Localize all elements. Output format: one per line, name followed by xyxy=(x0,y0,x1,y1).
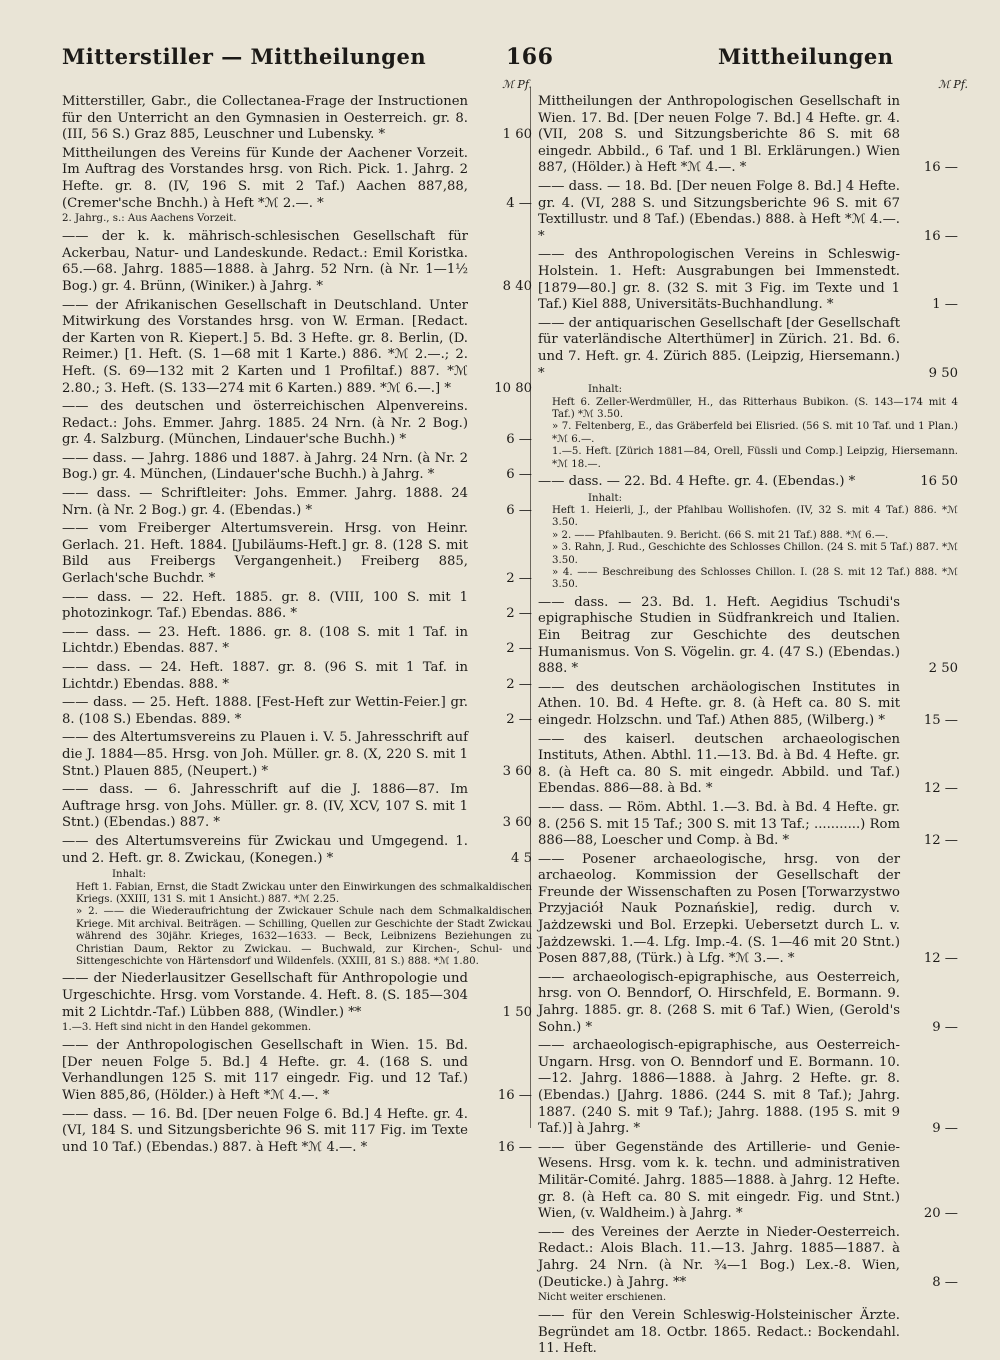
contents-line: Heft 1. Heierli, J., der Pfahlbau Wollishofen. (IV, 32 S. mit 4 Taf.) 886. *ℳ 3.50. xyxy=(552,504,958,529)
entry-text: —— des kaiserl. deutschen archaeologischen Instituts, Athen. Abthl. 11.—13. Bd. à Bd. 4 Hefte. gr. 8. (à Heft ca. 80 S. mit eingedr. Abbild. und Taf.) Ebendas. 886—88. à Bd. * xyxy=(538,731,900,797)
entry-price: 2 — xyxy=(506,641,532,657)
entry-text: —— dass. — Jahrg. 1886 und 1887. à Jahrg. 24 Nrn. (à Nr. 2 Bog.) gr. 4. München, (Lindauer'sche Buchh.) à Jahrg. * xyxy=(62,450,468,483)
entry-price: 6 — xyxy=(506,467,532,483)
entry-text: —— der Niederlausitzer Gesellschaft für Anthropologie und Urgeschichte. Hrsg. vom Vorstande. 4. Heft. 8. (S. 185—304 mit 2 Lichtdr.-Taf.) Lübben 888, (Windler.) ** xyxy=(62,971,468,1020)
entry-text: —— dass. — 23. Heft. 1886. gr. 8. (108 S. mit 1 Taf. in Lichtdr.) Ebendas. 887. * xyxy=(62,624,468,657)
catalog-entry xyxy=(62,730,532,780)
entry-text: —— über Gegenstände des Artillerie- und Genie-Wesens. Hrsg. vom k. k. techn. und administrativen Militär-Comité. Jahrg. 1885—1888. à Jahrg. 12 Hefte. gr. 8. (à Heft ca. 80 S. mit eingedr. Fig. und Stnt.) Wien, (v. Waldheim.) à Jahrg. * xyxy=(538,1139,900,1222)
entry-price: 16 50 xyxy=(920,473,958,489)
catalog-entry xyxy=(538,732,958,798)
entry-text: 2. Jahrg., s.: Aus Aachens Vorzeit. xyxy=(62,213,237,225)
right-column xyxy=(538,78,968,1360)
entry-price: 12 — xyxy=(923,781,958,797)
catalog-entry xyxy=(62,486,532,519)
catalog-entry xyxy=(62,521,532,587)
entry-price: 9 50 xyxy=(928,365,958,381)
contents-line: 1.—5. Heft. [Zürich 1881—84, Orell, Füssli und Comp.] Leipzig, Hiersemann. *ℳ 18.—. xyxy=(552,446,958,470)
entry-text: —— des Altertumsvereins zu Plauen i. V. 5. Jahresschrift auf die J. 1884—85. Hrsg. von Joh. Müller. gr. 8. (X, 220 S. mit 1 Stnt.) Plauen 885, (Neupert.) * xyxy=(62,730,468,779)
catalog-entry xyxy=(62,1038,532,1104)
catalog-entry xyxy=(62,1023,532,1036)
contents-line: » 2. —— die Wiederaufrichtung der Zwickauer Schule nach dem Schmalkaldischen Kriege. Mit archival. Beiträgen. — Schilling, Quellen zur Geschichte der Stadt Zwickau während des 30jähr. Krieges, 1632—1633. — Beck, Leibnizens Beziehungen zu Christian Daum, Rektor zu Zwickau. — Buchwald, zur Kirchen-, Schul- und Sittengeschichte von Härtensdorf und Wildenfels. (XXIII, 81 S.) 888. *ℳ 1.80. xyxy=(76,906,532,967)
contents-line: » 3. Rahn, J. Rud., Geschichte des Schlosses Chillon. (24 S. mit 5 Taf.) 887. *ℳ 3.50. xyxy=(552,542,958,566)
entry-price: 16 — xyxy=(497,1087,532,1103)
entry-text: —— dass. — 16. Bd. [Der neuen Folge 6. Bd.] 4 Hefte. gr. 4. (VI, 184 S. und Sitzungsberichte 96 S. mit 117 Fig. im Texte und 10 Taf.) (Ebendas.) 887. à Heft *ℳ 4.—. * xyxy=(62,1106,468,1155)
catalog-entry xyxy=(538,800,958,850)
contents-line: » 2. —— Pfahlbauten. 9. Bericht. (66 S. mit 21 Taf.) 888. *ℳ 6.—. xyxy=(552,529,889,541)
left-column xyxy=(62,78,532,1158)
page-number: 166 xyxy=(506,44,554,70)
contents-line: Inhalt: xyxy=(588,492,623,504)
catalog-entry xyxy=(62,94,532,144)
entry-price: 9 — xyxy=(932,1019,958,1035)
catalog-entry xyxy=(538,474,958,491)
contents-line: Heft 1. Fabian, Ernst, die Stadt Zwickau unter den Einwirkungen des schmalkaldischen Kriegs. (XXIII, 131 S. mit 1 Ansicht.) 887. *ℳ 2.25. xyxy=(76,881,532,905)
entry-text: —— der antiquarischen Gesellschaft [der Gesellschaft für vaterländische Alterthümer] in Zürich. 21. Bd. 6. und 7. Heft. gr. 4. Zürich 885. (Leipzig, Hiersemann.) * xyxy=(538,315,900,381)
contents-line: » 4. —— Beschreibung des Schlosses Chillon. I. (28 S. mit 12 Taf.) 888. *ℳ 3.50. xyxy=(552,566,958,591)
entry-price: 3 60 xyxy=(502,815,532,831)
catalog-entry xyxy=(538,94,958,177)
entry-text: —— des deutschen und österreichischen Alpenvereins. Redact.: Johs. Emmer. Jahrg. 1885. 24 Nrn. (à Nr. 2 Bog.) gr. 4. Salzburg. (München, Lindauer'sche Buchh.) * xyxy=(62,399,468,448)
entry-price: 12 — xyxy=(923,833,958,849)
catalog-entry xyxy=(62,146,532,212)
contents-line: Heft 6. Zeller-Werdmüller, H., das Ritterhaus Bubikon. (S. 143—174 mit 4 Taf.) *ℳ 3.50. xyxy=(552,396,958,420)
entry-price: 4 5 xyxy=(511,850,532,866)
contents-note xyxy=(76,869,532,968)
entry-price: 20 — xyxy=(923,1206,958,1222)
catalog-entry xyxy=(538,970,958,1036)
catalog-entry xyxy=(538,1038,958,1138)
contents-line: » 7. Feltenberg, E., das Gräberfeld bei Elisried. (56 S. mit 10 Taf. und 1 Plan.) *ℳ 6.—. xyxy=(552,421,958,445)
entry-text: —— dass. — Röm. Abthl. 1.—3. Bd. à Bd. 4 Hefte. gr. 8. (256 S. mit 15 Taf.; 300 S. mit 13 Taf.; ...........) Rom 886—88, Loescher und Comp. à Bd. * xyxy=(538,799,900,849)
currency-heading: ℳ Pf. xyxy=(502,78,532,91)
entry-text: —— des Altertumsvereins für Zwickau und Umgegend. 1. und 2. Heft. gr. 8. Zwickau, (Konegen.) * xyxy=(62,833,468,866)
entry-price: 1 50 xyxy=(502,1004,532,1020)
entry-text: —— archaeologisch-epigraphische, aus Oesterreich, hrsg. von O. Benndorf, O. Hirschfeld, E. Bormann. 9. Jahrg. 1885. gr. 8. (268 S. mit 6 Taf.) Wien, (Gerold's Sohn.) * xyxy=(538,969,900,1035)
entry-price: 16 — xyxy=(497,1139,532,1155)
entry-price: 6 — xyxy=(506,432,532,448)
catalog-entry xyxy=(62,214,532,227)
catalog-entry xyxy=(538,595,958,678)
entry-text: —— des Anthropologischen Vereins in Schleswig-Holstein. 1. Heft: Ausgrabungen bei Immenstedt. [1879—80.] gr. 8. (32 S. mit 3 Fig. im Texte und 1 Taf.) Kiel 888, Universitäts-Buchhandlung. * xyxy=(538,247,900,313)
catalog-entry xyxy=(538,1293,958,1306)
entry-text: —— der k. k. mährisch-schlesischen Gesellschaft für Ackerbau, Natur- und Landeskunde. Redact.: Emil Koristka. 65.—68. Jahrg. 1885—1888. à Jahrg. 52 Nrn. (à Nr. 1—1½ Bog.) gr. 4. Brünn, (Winiker.) à Jahrg. * xyxy=(62,229,468,294)
catalog-entry xyxy=(62,590,532,623)
entry-price: 6 — xyxy=(506,502,532,518)
entry-price: 16 — xyxy=(923,160,958,176)
entry-text: Mitterstiller, Gabr., die Collectanea-Frage der Instructionen für den Unterricht an den Gymnasien in Oesterreich. gr. 8. (III, 56 S.) Graz 885, Leuschner und Lubensky. * xyxy=(62,94,468,143)
catalog-entry xyxy=(538,316,958,382)
entry-text: —— der Anthropologischen Gesellschaft in Wien. 15. Bd. [Der neuen Folge 5. Bd.] 4 Hefte. gr. 4. (168 S. und Verhandlungen 125 S. mit 117 eingedr. Fig. und 12 Taf.) Wien 885,86, (Hölder.) à Heft *ℳ 4.—. * xyxy=(62,1038,468,1103)
entry-price: 2 — xyxy=(506,711,532,727)
catalog-entry xyxy=(538,1140,958,1223)
entry-price: 8 40 xyxy=(502,278,532,294)
entry-price: 16 — xyxy=(923,228,958,244)
catalog-entry xyxy=(538,1308,958,1358)
entry-text: —— Posener archaeologische, hrsg. von der archaeolog. Kommission der Gesellschaft der Freunde der Wissenschaften zu Posen [Torwarzystwo Przyjaciół Nauk Poznańskie], redig. durch v. Jażdzewski und Bol. Erzepki. Uebersetzt durch L. v. Jażdzewski. 1.—4. Lfg. Imp.-4. (S. 1—46 mit 20 Stnt.) Posen 887,88, (Türk.) à Lfg. *ℳ 3.—. * xyxy=(538,851,900,967)
catalog-entry xyxy=(62,298,532,398)
catalog-entry xyxy=(62,399,532,449)
running-head-right: Mittheilungen xyxy=(718,44,894,69)
entry-text: —— dass. — Schriftleiter: Johs. Emmer. Jahrg. 1888. 24 Nrn. (à Nr. 2 Bog.) gr. 4. (Ebendas.) * xyxy=(62,486,468,518)
entry-price: 10 80 xyxy=(494,380,532,396)
catalog-entry xyxy=(538,680,958,730)
entry-price: 2 — xyxy=(506,606,532,622)
entry-price: 3 60 xyxy=(502,763,532,779)
entry-price: 1 — xyxy=(932,297,958,313)
entry-text: 1.—3. Heft sind nicht in den Handel gekommen. xyxy=(62,1022,312,1034)
contents-note xyxy=(552,384,958,471)
catalog-entry xyxy=(62,1107,532,1157)
catalog-entry xyxy=(538,1225,958,1291)
entry-price: 2 — xyxy=(506,676,532,692)
entry-text: —— dass. — 22. Heft. 1885. gr. 8. (VIII, 100 S. mit 1 photozinkogr. Taf.) Ebendas. 886. * xyxy=(62,589,468,622)
entry-text: Nicht weiter erschienen. xyxy=(538,1292,667,1304)
catalog-entry xyxy=(538,247,958,313)
entry-text: —— dass. — 25. Heft. 1888. [Fest-Heft zur Wettin-Feier.] gr. 8. (108 S.) Ebendas. 889. * xyxy=(62,695,468,727)
entry-text: —— des deutschen archäologischen Institutes in Athen. 10. Bd. 4 Hefte. gr. 8. (à Heft ca. 80 S. mit eingedr. Holzschn. und Taf.) Athen 885, (Wilberg.) * xyxy=(538,679,900,728)
catalog-entry xyxy=(538,179,958,245)
contents-line: Inhalt: xyxy=(112,869,147,881)
entry-text: —— archaeologisch-epigraphische, aus Oesterreich-Ungarn. Hrsg. von O. Benndorf und E. Bormann. 10.—12. Jahrg. 1886—1888. à Jahrg. 2 Hefte. gr. 8. (Ebendas.) [Jahrg. 1886. (244 S. mit 8 Taf.); Jahrg. 1887. (240 S. mit 9 Taf.); Jahrg. 1888. (195 S. mit 9 Taf.)] à Jahrg. * xyxy=(538,1038,900,1137)
entry-text: —— der Afrikanischen Gesellschaft in Deutschland. Unter Mitwirkung des Vorstandes hrsg. von W. Erman. [Redact. der Karten von R. Kiepert.] 5. Bd. 3 Hefte. gr. 8. Berlin, (D. Reimer.) [1. Heft. (S. 1—68 mit 1 Karte.) 886. *ℳ 2.—.; 2. Heft. (S. 69—132 mit 2 Karten und 1 Profiltaf.) 887. *ℳ 2.80.; 3. Heft. (S. 133—274 mit 6 Karten.) 889. *ℳ 6.—.] * xyxy=(62,297,468,396)
entry-text: —— dass. — 18. Bd. [Der neuen Folge 8. Bd.] 4 Hefte. gr. 4. (VI, 288 S. und Sitzungsberichte 96 S. mit 67 Textillustr. und 8 Taf.) (Ebendas.) 888. à Heft *ℳ 4.—. * xyxy=(538,178,900,244)
entry-text: —— des Vereines der Aerzte in Nieder-Oesterreich. Redact.: Alois Blach. 11.—13. Jahrg. 1885—1887. à Jahrg. 24 Nrn. (à Nr. ¾—1 Bog.) Lex.-8. Wien, (Deuticke.) à Jahrg. ** xyxy=(538,1224,900,1290)
entry-price: 9 — xyxy=(932,1121,958,1137)
entry-text: —— dass. — 22. Bd. 4 Hefte. gr. 4. (Ebendas.) * xyxy=(538,473,856,489)
contents-line: Inhalt: xyxy=(588,384,623,396)
catalog-entry xyxy=(62,229,532,295)
entry-price: 8 — xyxy=(932,1274,958,1290)
entry-price: 12 — xyxy=(923,951,958,967)
catalog-entry xyxy=(62,834,532,867)
catalog-entry xyxy=(62,625,532,658)
currency-heading: ℳ Pf. xyxy=(938,78,968,91)
running-head-left: Mitterstiller — Mittheilungen xyxy=(62,44,427,69)
entry-price: 4 — xyxy=(506,195,532,211)
entry-text: Mittheilungen des Vereins für Kunde der Aachener Vorzeit. Im Auftrag des Vorstandes hrsg. von Rich. Pick. 1. Jahrg. 2 Hefte. gr. 8. (IV, 196 S. mit 2 Taf.) Aachen 887,88, (Cremer'sche Bnchh.) à Heft *ℳ 2.—. * xyxy=(62,145,468,211)
entry-price: 2 — xyxy=(506,571,532,587)
entry-price: 15 — xyxy=(923,712,958,728)
entry-text: Mittheilungen der Anthropologischen Gesellschaft in Wien. 17. Bd. [Der neuen Folge 7. Bd.] 4 Hefte. gr. 4. (VII, 208 S. und Sitzungsberichte 86 S. mit 68 eingedr. Abbild., 6 Taf. und 1 Bl. Erklärungen.) Wien 887, (Hölder.) à Heft *ℳ 4.—. * xyxy=(538,94,900,176)
entry-price: 1 60 xyxy=(502,127,532,143)
entry-price: 2 50 xyxy=(928,661,958,677)
catalog-entry xyxy=(62,782,532,832)
contents-note xyxy=(552,493,958,592)
entry-text: —— dass. — 24. Heft. 1887. gr. 8. (96 S. mit 1 Taf. in Lichtdr.) Ebendas. 888. * xyxy=(62,660,468,692)
catalog-entry xyxy=(538,852,958,968)
catalog-entry xyxy=(62,695,532,728)
entry-text: —— für den Verein Schleswig-Holsteinischer Ärzte. Begründet am 18. Octbr. 1865. Redact.: Bockendahl. 11. Heft. xyxy=(538,1308,900,1357)
catalog-entry xyxy=(62,451,532,484)
entry-text: —— dass. — 6. Jahresschrift auf die J. 1886—87. Im Auftrage hrsg. von Johs. Müller. gr. 8. (IV, XCV, 107 S. mit 1 Stnt.) (Ebendas.) 887. * xyxy=(62,782,468,831)
entry-text: —— vom Freiberger Altertumsverein. Hrsg. von Heinr. Gerlach. 21. Heft. 1884. [Jubiläums-Heft.] gr. 8. (128 S. mit Bild aus Freibergs Vergangenheit.) Freiberg 885, Gerlach'sche Buchdr. * xyxy=(62,521,468,587)
entry-text: —— dass. — 23. Bd. 1. Heft. Aegidius Tschudi's epigraphische Studien in Südfrankreich und Italien. Ein Beitrag zur Geschichte des deutschen Humanismus. Von S. Vögelin. gr. 4. (47 S.) (Ebendas.) 888. * xyxy=(538,594,900,677)
catalog-entry xyxy=(62,660,532,693)
catalog-entry xyxy=(62,971,532,1021)
